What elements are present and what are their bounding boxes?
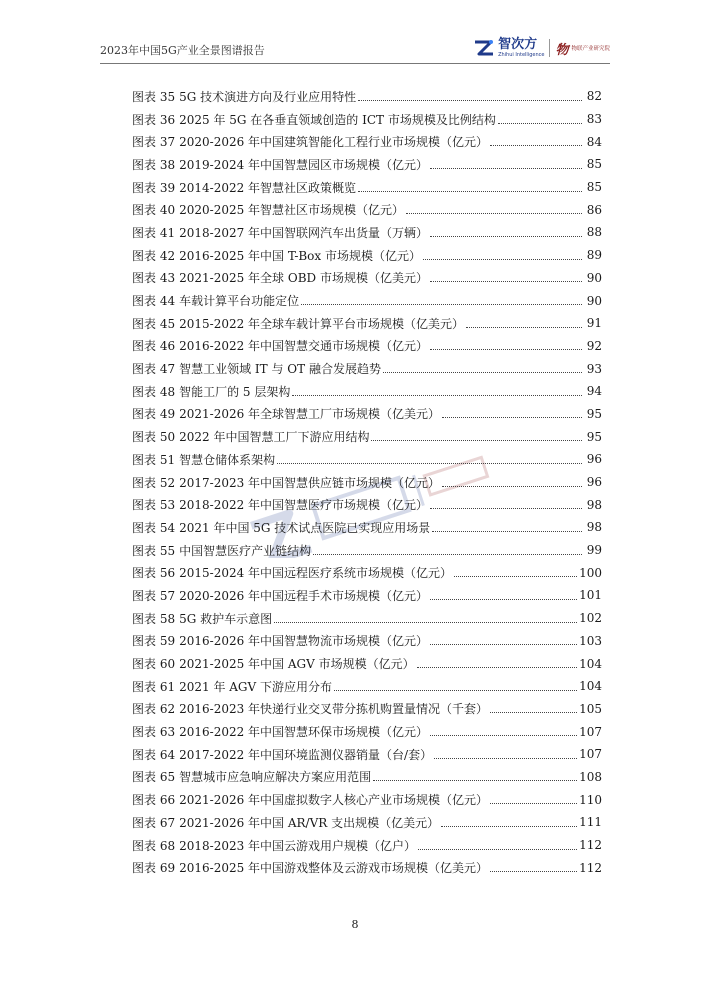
toc-entry-label: 图表 60	[132, 657, 176, 672]
toc-entry[interactable]	[132, 425, 602, 448]
toc-entry-page: 95	[586, 429, 602, 444]
toc-leader-dots	[430, 599, 577, 600]
toc-entry-page: 96	[586, 452, 602, 467]
toc-entry-text: 2016-2025 年中国 T-Box 市场规模（亿元）	[179, 248, 421, 263]
toc-leader-dots	[490, 871, 577, 872]
toc-entry-page: 107	[579, 747, 602, 762]
toc-entry[interactable]	[132, 675, 602, 698]
toc-entry[interactable]	[132, 312, 602, 335]
toc-entry-title	[132, 383, 290, 400]
toc-entry-page: 89	[586, 248, 602, 263]
toc-entry-title	[132, 723, 428, 740]
toc-leader-dots	[418, 849, 577, 850]
toc-entry-text: 中国智慧医疗产业链结构	[179, 543, 312, 558]
toc-entry[interactable]	[132, 561, 602, 584]
toc-entry[interactable]	[132, 335, 602, 358]
toc-entry[interactable]	[132, 493, 602, 516]
toc-entry-text: 2025 年 5G 在各垂直领域创造的 ICT 市场规模及比例结构	[179, 112, 496, 127]
toc-leader-dots	[432, 531, 582, 532]
toc-entry-label: 图表 55	[132, 543, 176, 558]
toc-entry[interactable]	[132, 743, 602, 766]
toc-entry-page: 85	[586, 180, 602, 195]
toc-leader-dots	[383, 372, 582, 373]
toc-entry-label: 图表 67	[132, 815, 176, 830]
toc-entry-text: 2016-2023 年快递行业交叉带分拣机购置量情况（千套）	[179, 702, 489, 717]
toc-entry[interactable]	[132, 516, 602, 539]
toc-entry-text: 2018-2027 年中国智联网汽车出货量（万辆）	[179, 225, 429, 240]
toc-entry-page: 90	[586, 293, 602, 308]
toc-leader-dots	[417, 667, 578, 668]
toc-entry-text: 2021-2026 年中国 AR/VR 支出规模（亿美元）	[179, 815, 440, 830]
zhicifang-logo-text	[498, 38, 544, 58]
toc-entry[interactable]	[132, 153, 602, 176]
toc-entry[interactable]	[132, 244, 602, 267]
toc-entry-label: 图表 37	[132, 135, 176, 150]
toc-entry-title	[132, 496, 428, 513]
toc-entry-text: 2018-2023 年中国云游戏用户规模（亿户）	[179, 838, 417, 853]
toc-entry-title	[132, 542, 311, 559]
toc-entry-text: 2021-2025 年中国 AGV 市场规模（亿元）	[179, 657, 415, 672]
toc-entry-label: 图表 41	[132, 225, 176, 240]
toc-leader-dots	[430, 236, 582, 237]
toc-entry-title	[132, 247, 421, 264]
toc-entry-label: 图表 68	[132, 838, 176, 853]
toc-entry-text: 2016-2022 年中国智慧交通市场规模（亿元）	[179, 339, 429, 354]
toc-entry-title	[132, 632, 428, 649]
toc-entry-text: 2016-2022 年中国智慧环保市场规模（亿元）	[179, 725, 429, 740]
toc-entry-text: 2020-2025 年智慧社区市场规模（亿元）	[179, 203, 405, 218]
toc-entry-title	[132, 768, 371, 785]
toc-entry-label: 图表 38	[132, 157, 176, 172]
toc-entry-page: 92	[586, 338, 602, 353]
toc-entry-title	[132, 474, 440, 491]
toc-entry-title	[132, 564, 452, 581]
toc-leader-dots	[358, 191, 582, 192]
toc-leader-dots	[498, 123, 582, 124]
page-header	[100, 32, 610, 64]
toc-entry-text: 智能工厂的 5 层架构	[179, 384, 291, 399]
toc-entry-title	[132, 269, 428, 286]
toc-entry-text: 5G 技术演进方向及行业应用特性	[179, 89, 357, 104]
toc-entry-text: 2022 年中国智慧工厂下游应用结构	[179, 430, 370, 445]
toc-entry-label: 图表 52	[132, 475, 176, 490]
toc-entry-text: 2017-2023 年中国智慧供应链市场规模（亿元）	[179, 475, 441, 490]
toc-leader-dots	[442, 417, 582, 418]
toc-entry-title	[132, 360, 381, 377]
toc-entry-page: 112	[579, 860, 602, 875]
logo1-name: 智次方	[498, 37, 538, 52]
toc-leader-dots	[313, 554, 582, 555]
logo1-sub: Zhihui Intelligence	[498, 52, 545, 58]
toc-entry-page: 111	[579, 815, 602, 830]
toc-leader-dots	[371, 440, 582, 441]
toc-entry[interactable]	[132, 720, 602, 743]
iot-institute-logo-icon: 物	[555, 42, 569, 58]
toc-entry[interactable]	[132, 403, 602, 426]
toc-leader-dots	[430, 281, 582, 282]
toc-leader-dots	[430, 508, 582, 509]
toc-entry-page: 104	[579, 679, 602, 694]
toc-entry-title	[132, 700, 488, 717]
toc-entry-label: 图表 35	[132, 89, 176, 104]
toc-leader-dots	[441, 826, 577, 827]
toc-entry[interactable]	[132, 380, 602, 403]
toc-entry-label: 图表 42	[132, 248, 176, 263]
toc-entry-label: 图表 65	[132, 770, 176, 785]
toc-entry-page: 108	[579, 769, 602, 784]
toc-leader-dots	[454, 576, 577, 577]
toc-leader-dots	[434, 758, 577, 759]
toc-entry-page: 83	[586, 112, 602, 127]
toc-entry-text: 2020-2026 年中国远程手术市场规模（亿元）	[179, 588, 429, 603]
toc-leader-dots	[358, 100, 582, 101]
toc-leader-dots	[466, 327, 582, 328]
toc-entry-label: 图表 50	[132, 430, 176, 445]
toc-entry-text: 2021-2026 年全球智慧工厂市场规模（亿美元）	[179, 407, 441, 422]
toc-leader-dots	[490, 712, 577, 713]
toc-entry-title	[132, 224, 428, 241]
toc-leader-dots	[274, 622, 577, 623]
page-number: 8	[351, 918, 359, 931]
toc-entry-text: 2021 年 AGV 下游应用分布	[179, 679, 332, 694]
toc-entry-label: 图表 44	[132, 294, 176, 309]
toc-entry-text: 智慧工业领域 IT 与 OT 融合发展趋势	[179, 362, 381, 377]
toc-entry-label: 图表 64	[132, 747, 176, 762]
toc-entry-title	[132, 678, 332, 695]
toc-leader-dots	[292, 395, 582, 396]
toc-entry-text: 车载计算平台功能定位	[179, 294, 300, 309]
toc-entry-page: 85	[586, 157, 602, 172]
toc-entry-label: 图表 53	[132, 498, 176, 513]
toc-entry-page: 100	[579, 565, 602, 580]
toc-entry-page: 98	[586, 497, 602, 512]
toc-entry-text: 2015-2022 年全球车载计算平台市场规模（亿美元）	[179, 316, 465, 331]
toc-entry[interactable]	[132, 289, 602, 312]
toc-entry-page: 91	[586, 316, 602, 331]
toc-entry-label: 图表 45	[132, 316, 176, 331]
toc-entry-text: 2021-2026 年中国虚拟数字人核心产业市场规模（亿元）	[179, 793, 489, 808]
toc-entry-text: 2020-2026 年中国建筑智能化工程行业市场规模（亿元）	[179, 135, 489, 150]
toc-entry-page: 98	[586, 520, 602, 535]
toc-entry-label: 图表 46	[132, 339, 176, 354]
toc-entry-label: 图表 40	[132, 203, 176, 218]
toc-entry-text: 2016-2025 年中国游戏整体及云游戏市场规模（亿美元）	[179, 861, 489, 876]
toc-entry-title	[132, 156, 428, 173]
toc-leader-dots	[301, 304, 582, 305]
toc-entry-title	[132, 88, 356, 105]
toc-entry-label: 图表 54	[132, 520, 176, 535]
toc-entry-label: 图表 36	[132, 112, 176, 127]
toc-entry[interactable]	[132, 471, 602, 494]
toc-entry[interactable]	[132, 630, 602, 653]
toc-entry-text: 2017-2022 年中国环境监测仪器销量（台/套）	[179, 747, 433, 762]
toc-entry[interactable]	[132, 584, 602, 607]
toc-entry-label: 图表 69	[132, 861, 176, 876]
toc-entry-text: 智慧城市应急响应解决方案应用范围	[179, 770, 372, 785]
toc-entry-page: 84	[586, 134, 602, 149]
toc-entry-label: 图表 66	[132, 793, 176, 808]
toc-entry-title	[132, 451, 275, 468]
toc-entry-title	[132, 519, 430, 536]
toc-entry[interactable]	[132, 811, 602, 834]
toc-entry-label: 图表 39	[132, 180, 176, 195]
toc-entry-label: 图表 62	[132, 702, 176, 717]
toc-entry-text: 5G 救护车示意图	[179, 611, 273, 626]
toc-entry[interactable]	[132, 766, 602, 789]
toc-leader-dots	[423, 259, 582, 260]
toc-entry-text: 2019-2024 年中国智慧园区市场规模（亿元）	[179, 157, 429, 172]
toc-entry-label: 图表 51	[132, 452, 176, 467]
toc-entry-page: 96	[586, 475, 602, 490]
toc-entry[interactable]	[132, 788, 602, 811]
toc-entry-title	[132, 292, 299, 309]
toc-entry[interactable]	[132, 130, 602, 153]
toc-entry-page: 99	[586, 543, 602, 558]
toc-entry[interactable]	[132, 85, 602, 108]
toc-entry-label: 图表 49	[132, 407, 176, 422]
toc-leader-dots	[490, 145, 582, 146]
toc-entry-title	[132, 859, 488, 876]
toc-entry-title	[132, 791, 488, 808]
toc-entry-title	[132, 337, 428, 354]
toc-entry-page: 102	[579, 611, 602, 626]
toc-entry-page: 94	[586, 384, 602, 399]
toc-entry[interactable]	[132, 176, 602, 199]
toc-entry-title	[132, 405, 440, 422]
toc-entry-title	[132, 201, 404, 218]
toc-entry-page: 93	[586, 361, 602, 376]
toc-entry-page: 107	[579, 724, 602, 739]
toc-entry-title	[132, 814, 439, 831]
toc-entry-page: 88	[586, 225, 602, 240]
toc-leader-dots	[277, 463, 582, 464]
toc-entry-title	[132, 746, 432, 763]
logo-divider	[549, 39, 550, 57]
toc-entry-text: 2021-2025 年全球 OBD 市场规模（亿美元）	[179, 271, 428, 286]
toc-entry-page: 104	[579, 656, 602, 671]
toc-entry-text: 2018-2022 年中国智慧医疗市场规模（亿元）	[179, 498, 429, 513]
toc-entry[interactable]	[132, 357, 602, 380]
toc-entry-page: 110	[579, 792, 602, 807]
toc-entry-page: 82	[586, 89, 602, 104]
toc-entry[interactable]	[132, 698, 602, 721]
toc-leader-dots	[490, 803, 577, 804]
toc-entry-title	[132, 179, 356, 196]
toc-entry-label: 图表 61	[132, 679, 176, 694]
toc-entry-label: 图表 58	[132, 611, 176, 626]
toc-entry[interactable]	[132, 267, 602, 290]
header-divider	[100, 63, 610, 64]
toc-entry-title	[132, 587, 428, 604]
toc-leader-dots	[430, 349, 582, 350]
toc-entry[interactable]	[132, 607, 602, 630]
toc-leader-dots	[430, 168, 582, 169]
toc-leader-dots	[430, 735, 577, 736]
toc-entry-page: 95	[586, 406, 602, 421]
toc-entry-title	[132, 610, 272, 627]
toc-leader-dots	[430, 644, 577, 645]
header-logos	[473, 34, 610, 62]
toc-entry-page: 90	[586, 270, 602, 285]
toc-entry[interactable]	[132, 448, 602, 471]
toc-entry[interactable]	[132, 198, 602, 221]
toc-entry-label: 图表 57	[132, 588, 176, 603]
toc-entry-page: 105	[579, 701, 602, 716]
toc-entry-text: 2014-2022 年智慧社区政策概览	[179, 180, 357, 195]
zhicifang-logo-icon	[473, 37, 495, 59]
toc-leader-dots	[406, 213, 582, 214]
toc-entry-text: 2021 年中国 5G 技术试点医院已实现应用场景	[179, 520, 431, 535]
toc-entry-page: 86	[586, 202, 602, 217]
logo2-sub: 物联产业研究院	[571, 46, 610, 52]
toc-entry-text: 2016-2026 年中国智慧物流市场规模（亿元）	[179, 634, 429, 649]
toc-entry[interactable]	[132, 108, 602, 131]
toc-entry-title	[132, 315, 464, 332]
toc-entry-title	[132, 837, 416, 854]
toc-leader-dots	[334, 690, 577, 691]
toc-entry[interactable]	[132, 856, 602, 879]
toc-entry-text: 智慧仓储体系架构	[179, 452, 276, 467]
toc-entry-title	[132, 133, 488, 150]
toc-entry-label: 图表 47	[132, 362, 176, 377]
toc-entry-title	[132, 655, 415, 672]
toc-leader-dots	[373, 780, 577, 781]
toc-entry-label: 图表 56	[132, 566, 176, 581]
toc-entry-title	[132, 111, 496, 128]
figure-index-list	[132, 85, 602, 879]
toc-entry-label: 图表 43	[132, 271, 176, 286]
toc-entry-label: 图表 48	[132, 384, 176, 399]
report-title: 2023年中国5G产业全景图谱报告	[100, 44, 265, 57]
toc-entry[interactable]	[132, 834, 602, 857]
toc-entry[interactable]	[132, 539, 602, 562]
toc-entry-page: 101	[579, 588, 602, 603]
toc-entry-text: 2015-2024 年中国远程医疗系统市场规模（亿元）	[179, 566, 453, 581]
toc-entry-page: 112	[579, 838, 602, 853]
toc-entry-label: 图表 59	[132, 634, 176, 649]
toc-entry-label: 图表 63	[132, 725, 176, 740]
toc-entry[interactable]	[132, 652, 602, 675]
toc-entry-title	[132, 428, 369, 445]
toc-leader-dots	[442, 486, 582, 487]
toc-entry[interactable]	[132, 221, 602, 244]
toc-entry-page: 103	[579, 633, 602, 648]
